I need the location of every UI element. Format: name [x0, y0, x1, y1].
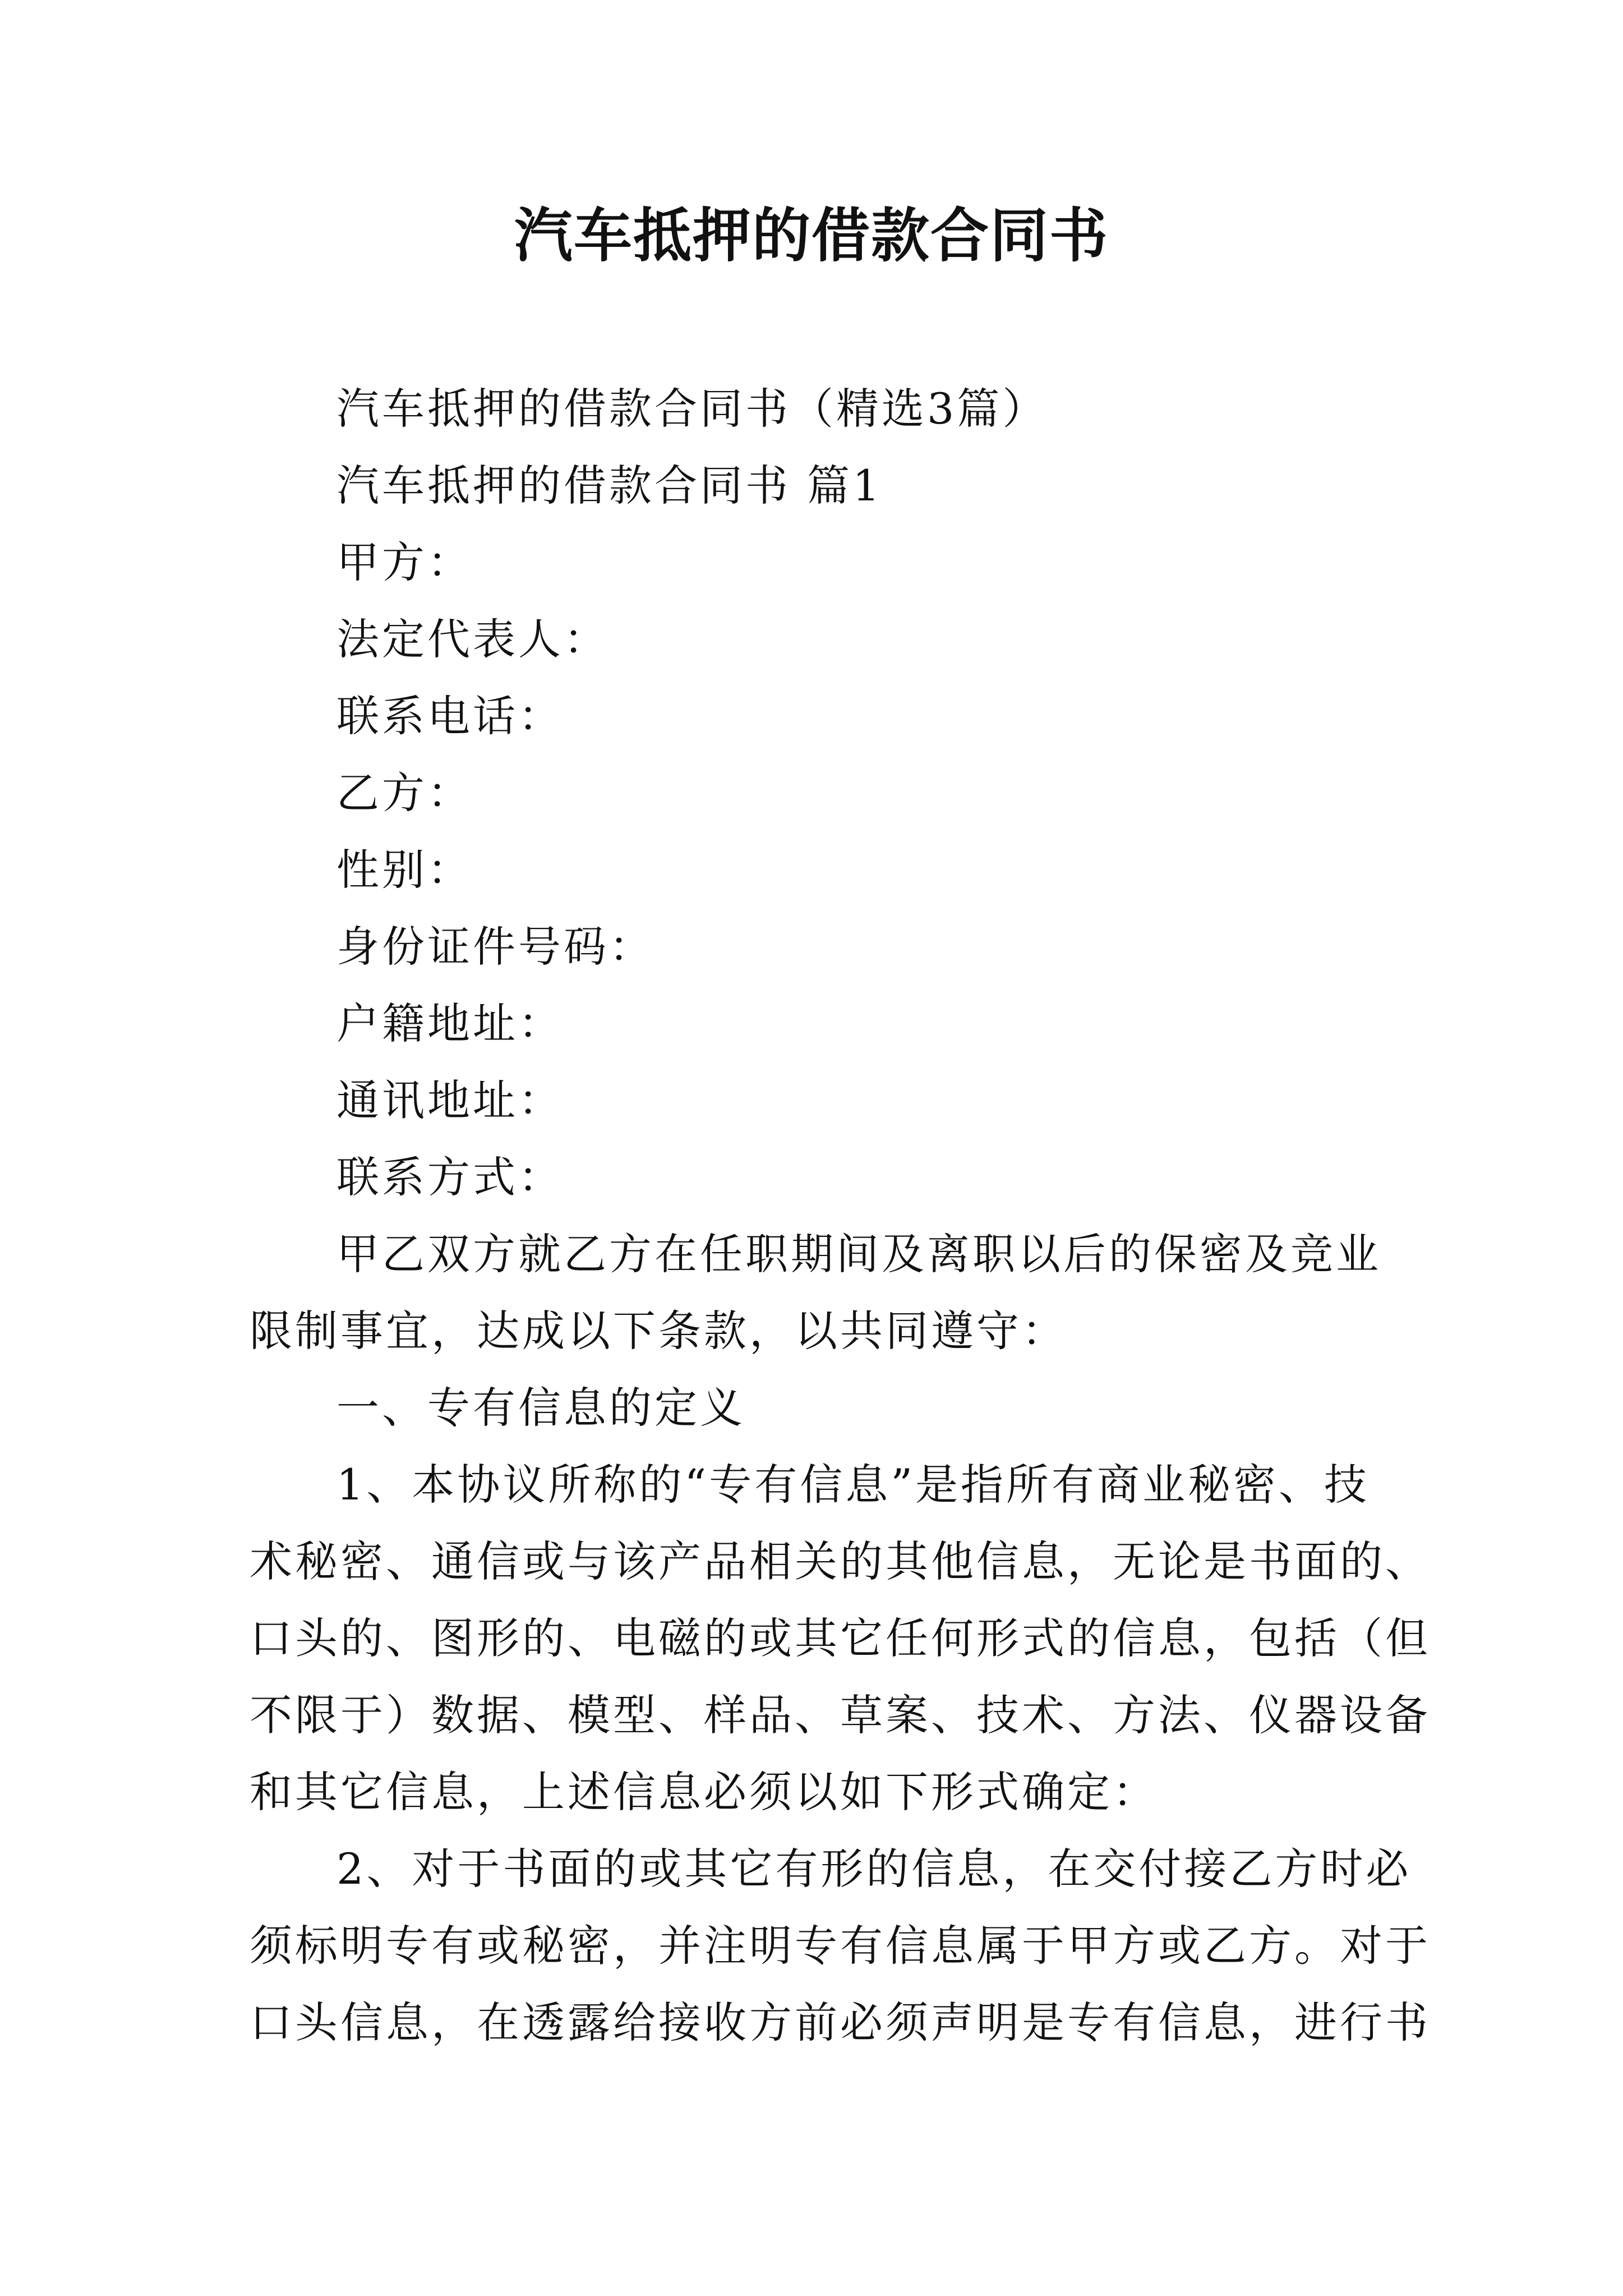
section-heading: 汽车抵押的借款合同书 篇1 [336, 461, 883, 510]
party-b-field: 乙方： [336, 768, 473, 818]
paragraph-line: 口头信息，在透露给接收方前必须声明是专有信息，进行书 [250, 1998, 1431, 2047]
paragraph-line: 术秘密、通信或与该产品相关的其他信息，无论是书面的、 [250, 1536, 1431, 1586]
household-address-field: 户籍地址： [336, 999, 564, 1048]
party-a-field: 甲方： [336, 537, 473, 587]
subtitle-line: 汽车抵押的借款合同书（精选3篇） [336, 384, 1048, 434]
document-body [250, 370, 1431, 2061]
id-number-field: 身份证件号码： [336, 922, 654, 972]
clause-heading: 一、专有信息的定义 [336, 1383, 745, 1433]
paragraph-line: 限制事宜，达成以下条款，以共同遵守： [250, 1306, 1067, 1356]
contact-phone-field: 联系电话： [336, 691, 564, 741]
paragraph-line: 不限于）数据、模型、样品、草案、技术、方法、仪器设备 [250, 1690, 1431, 1740]
document-title: 汽车抵押的借款合同书 [514, 201, 1109, 270]
paragraph-line: 2、对于书面的或其它有形的信息，在交付接乙方时必 [336, 1844, 1412, 1894]
paragraph-line: 和其它信息，上述信息必须以如下形式确定： [250, 1767, 1158, 1817]
contact-method-field: 联系方式： [336, 1152, 564, 1202]
legal-representative-field: 法定代表人： [336, 614, 609, 664]
paragraph-line: 须标明专有或秘密，并注明专有信息属于甲方或乙方。对于 [250, 1921, 1431, 1971]
paragraph-line: 1、本协议所称的“专有信息”是指所有商业秘密、技 [336, 1460, 1370, 1510]
gender-field: 性别： [336, 845, 473, 895]
paragraph-line: 口头的、图形的、电磁的或其它任何形式的信息，包括（但 [250, 1613, 1431, 1663]
mailing-address-field: 通讯地址： [336, 1075, 564, 1125]
paragraph-line: 甲乙双方就乙方在任职期间及离职以后的保密及竞业 [336, 1229, 1381, 1279]
